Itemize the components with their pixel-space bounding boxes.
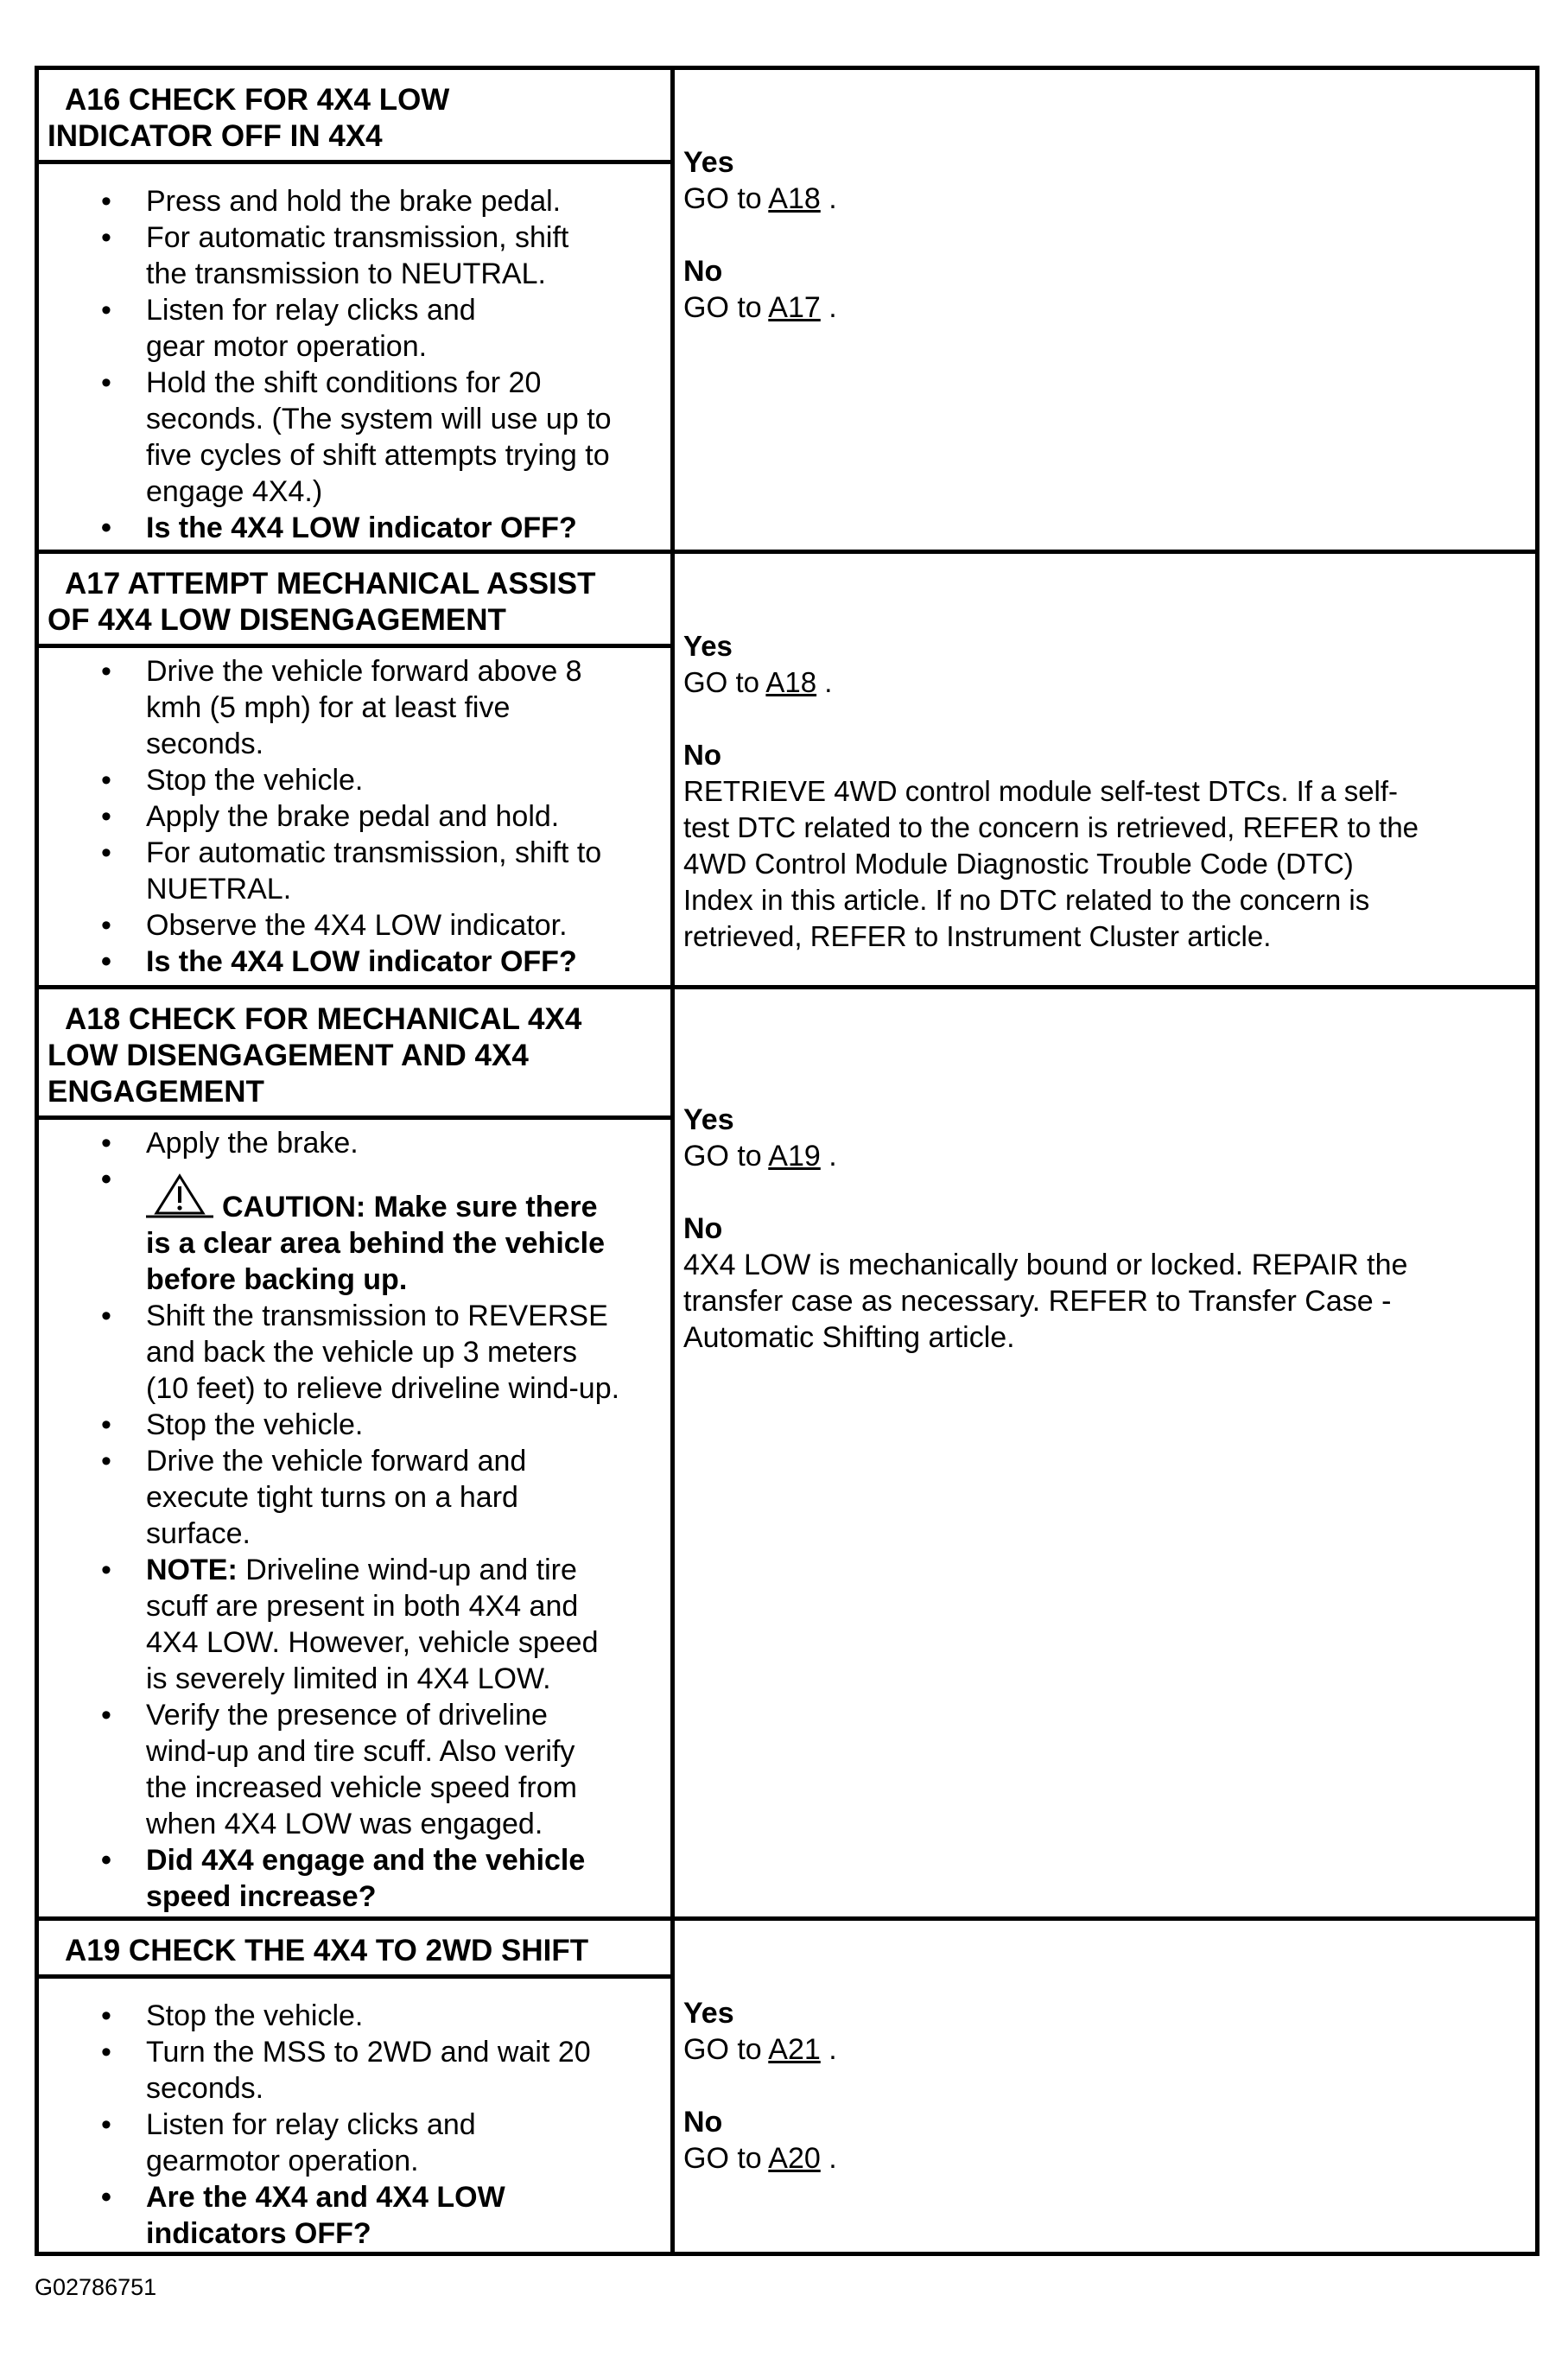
no-action-line: RETRIEVE 4WD control module self-test DTCs. If a self- (683, 775, 1399, 807)
no-action-line: retrieved, REFER to Instrument Cluster article. (683, 920, 1272, 952)
bullet-item: • Drive the vehicle forward above 8 kmh (5 mph) for at least five seconds. (39, 653, 665, 762)
no-action-line: test DTC related to the concern is retrieved, REFER to the (683, 811, 1419, 843)
yes-action: GO to A18 . (683, 666, 833, 698)
no-action: GO to A17 . (683, 291, 837, 324)
bullet-question: • Is the 4X4 LOW indicator OFF? (39, 510, 665, 546)
bullet-item: • Turn the MSS to 2WD and wait 20 seconds. (39, 2034, 665, 2107)
step-title (39, 554, 670, 648)
go-to-link-a18[interactable]: A18 (765, 666, 817, 698)
bullet-item: • Listen for relay clicks and gear motor operation. (39, 292, 665, 365)
bullet-item: • Stop the vehicle. (39, 1407, 665, 1443)
step-title-line: INDICATOR OFF IN 4X4 (48, 119, 383, 153)
bullet-item: • Stop the vehicle. (39, 762, 665, 798)
step-bullet-list (39, 1998, 670, 2252)
step-test-cell (37, 1919, 673, 2254)
yes-action: GO to A19 . (683, 1140, 837, 1173)
bullet-item: • Apply the brake pedal and hold. (39, 798, 665, 835)
bullet-question: • Are the 4X4 and 4X4 LOW indicators OFF? (39, 2179, 665, 2252)
bullet-item: • For automatic transmission, shift to NUETRAL. (39, 835, 665, 907)
step-title-line: A18 CHECK FOR MECHANICAL 4X4 (65, 1002, 582, 1036)
bullet-item: • Stop the vehicle. (39, 1998, 665, 2034)
yes-action: GO to A21 . (683, 2033, 837, 2066)
bullet-caution: • CAUTION: Make sure there is a clear area behind the vehicle before backing up. (39, 1161, 665, 1298)
step-test-cell (37, 988, 673, 1919)
step-title (39, 1921, 670, 1979)
go-to-link-a21[interactable]: A21 (768, 2033, 821, 2066)
yes-action: GO to A18 . (683, 182, 837, 215)
no-label: No (683, 255, 723, 288)
bullet-question: • Did 4X4 engage and the vehicle speed increase? (39, 1842, 665, 1915)
step-result-cell (673, 68, 1538, 552)
step-title-line: A19 CHECK THE 4X4 TO 2WD SHIFT (65, 1934, 589, 1967)
step-title-line: A17 ATTEMPT MECHANICAL ASSIST (65, 567, 596, 601)
no-action-line: transfer case as necessary. REFER to Transfer Case - (683, 1285, 1392, 1318)
step-result-cell (673, 552, 1538, 988)
bullet-item: • Drive the vehicle forward and execute tight turns on a hard surface. (39, 1443, 665, 1552)
no-action-line: 4WD Control Module Diagnostic Trouble Code (DTC) (683, 848, 1354, 880)
no-label: No (683, 1212, 723, 1245)
step-title-line: ENGAGEMENT (48, 1075, 264, 1109)
step-result-cell (673, 1919, 1538, 2254)
step-row-a18 (37, 988, 1538, 1919)
bullet-item: • For automatic transmission, shift the transmission to NEUTRAL. (39, 219, 665, 292)
bullet-item: • Verify the presence of driveline wind-up and tire scuff. Also verify the increased vehicle speed from when 4X4 LOW was engaged. (39, 1697, 665, 1842)
note-label: NOTE: (146, 1554, 238, 1586)
step-bullet-list (39, 183, 670, 546)
step-bullet-list (39, 653, 670, 980)
no-action-line: Automatic Shifting article. (683, 1321, 1015, 1354)
go-to-link-a18[interactable]: A18 (768, 182, 821, 215)
go-to-link-a19[interactable]: A19 (768, 1140, 821, 1173)
go-to-link-a20[interactable]: A20 (768, 2142, 821, 2175)
step-test-cell (37, 552, 673, 988)
step-title-line: OF 4X4 LOW DISENGAGEMENT (48, 603, 506, 637)
step-test-cell (37, 68, 673, 552)
no-label: No (683, 739, 721, 771)
step-title (39, 70, 670, 164)
no-action-line: 4X4 LOW is mechanically bound or locked. REPAIR the (683, 1249, 1408, 1281)
bullet-item: • Listen for relay clicks and gearmotor operation. (39, 2107, 665, 2179)
no-label: No (683, 2106, 723, 2139)
bullet-item: • Shift the transmission to REVERSE and back the vehicle up 3 meters (10 feet) to relieve driveline wind-up. (39, 1298, 665, 1407)
no-action-line: Index in this article. If no DTC related to the concern is (683, 884, 1370, 916)
step-result-cell (673, 988, 1538, 1919)
step-title (39, 989, 670, 1120)
figure-id: G02786751 (35, 2274, 157, 2300)
bullet-item: • Observe the 4X4 LOW indicator. (39, 907, 665, 944)
step-title-line: A16 CHECK FOR 4X4 LOW (65, 83, 450, 117)
step-bullet-list (39, 1125, 670, 1915)
yes-label: Yes (683, 146, 734, 179)
bullet-item: • Hold the shift conditions for 20 seconds. (The system will use up to five cycles of shift attempts trying to engage 4X4.) (39, 365, 665, 510)
yes-label: Yes (683, 1997, 734, 2030)
bullet-item: • Press and hold the brake pedal. (39, 183, 665, 219)
step-row-a16 (37, 68, 1538, 552)
yes-label: Yes (683, 630, 733, 662)
step-row-a17 (37, 552, 1538, 988)
bullet-note: • NOTE: Driveline wind-up and tire scuff are present in both 4X4 and 4X4 LOW. However, vehicle speed is severely limited in 4X4 LOW. (39, 1552, 665, 1697)
step-title-line: LOW DISENGAGEMENT AND 4X4 (48, 1039, 529, 1072)
no-action: GO to A20 . (683, 2142, 837, 2175)
bullet-question: • Is the 4X4 LOW indicator OFF? (39, 944, 665, 980)
yes-label: Yes (683, 1103, 734, 1136)
diagnostic-table (35, 66, 1539, 2256)
warning-triangle-icon (146, 1173, 213, 1220)
go-to-link-a17[interactable]: A17 (768, 291, 821, 324)
step-row-a19 (37, 1919, 1538, 2254)
bullet-item: • Apply the brake. (39, 1125, 665, 1161)
